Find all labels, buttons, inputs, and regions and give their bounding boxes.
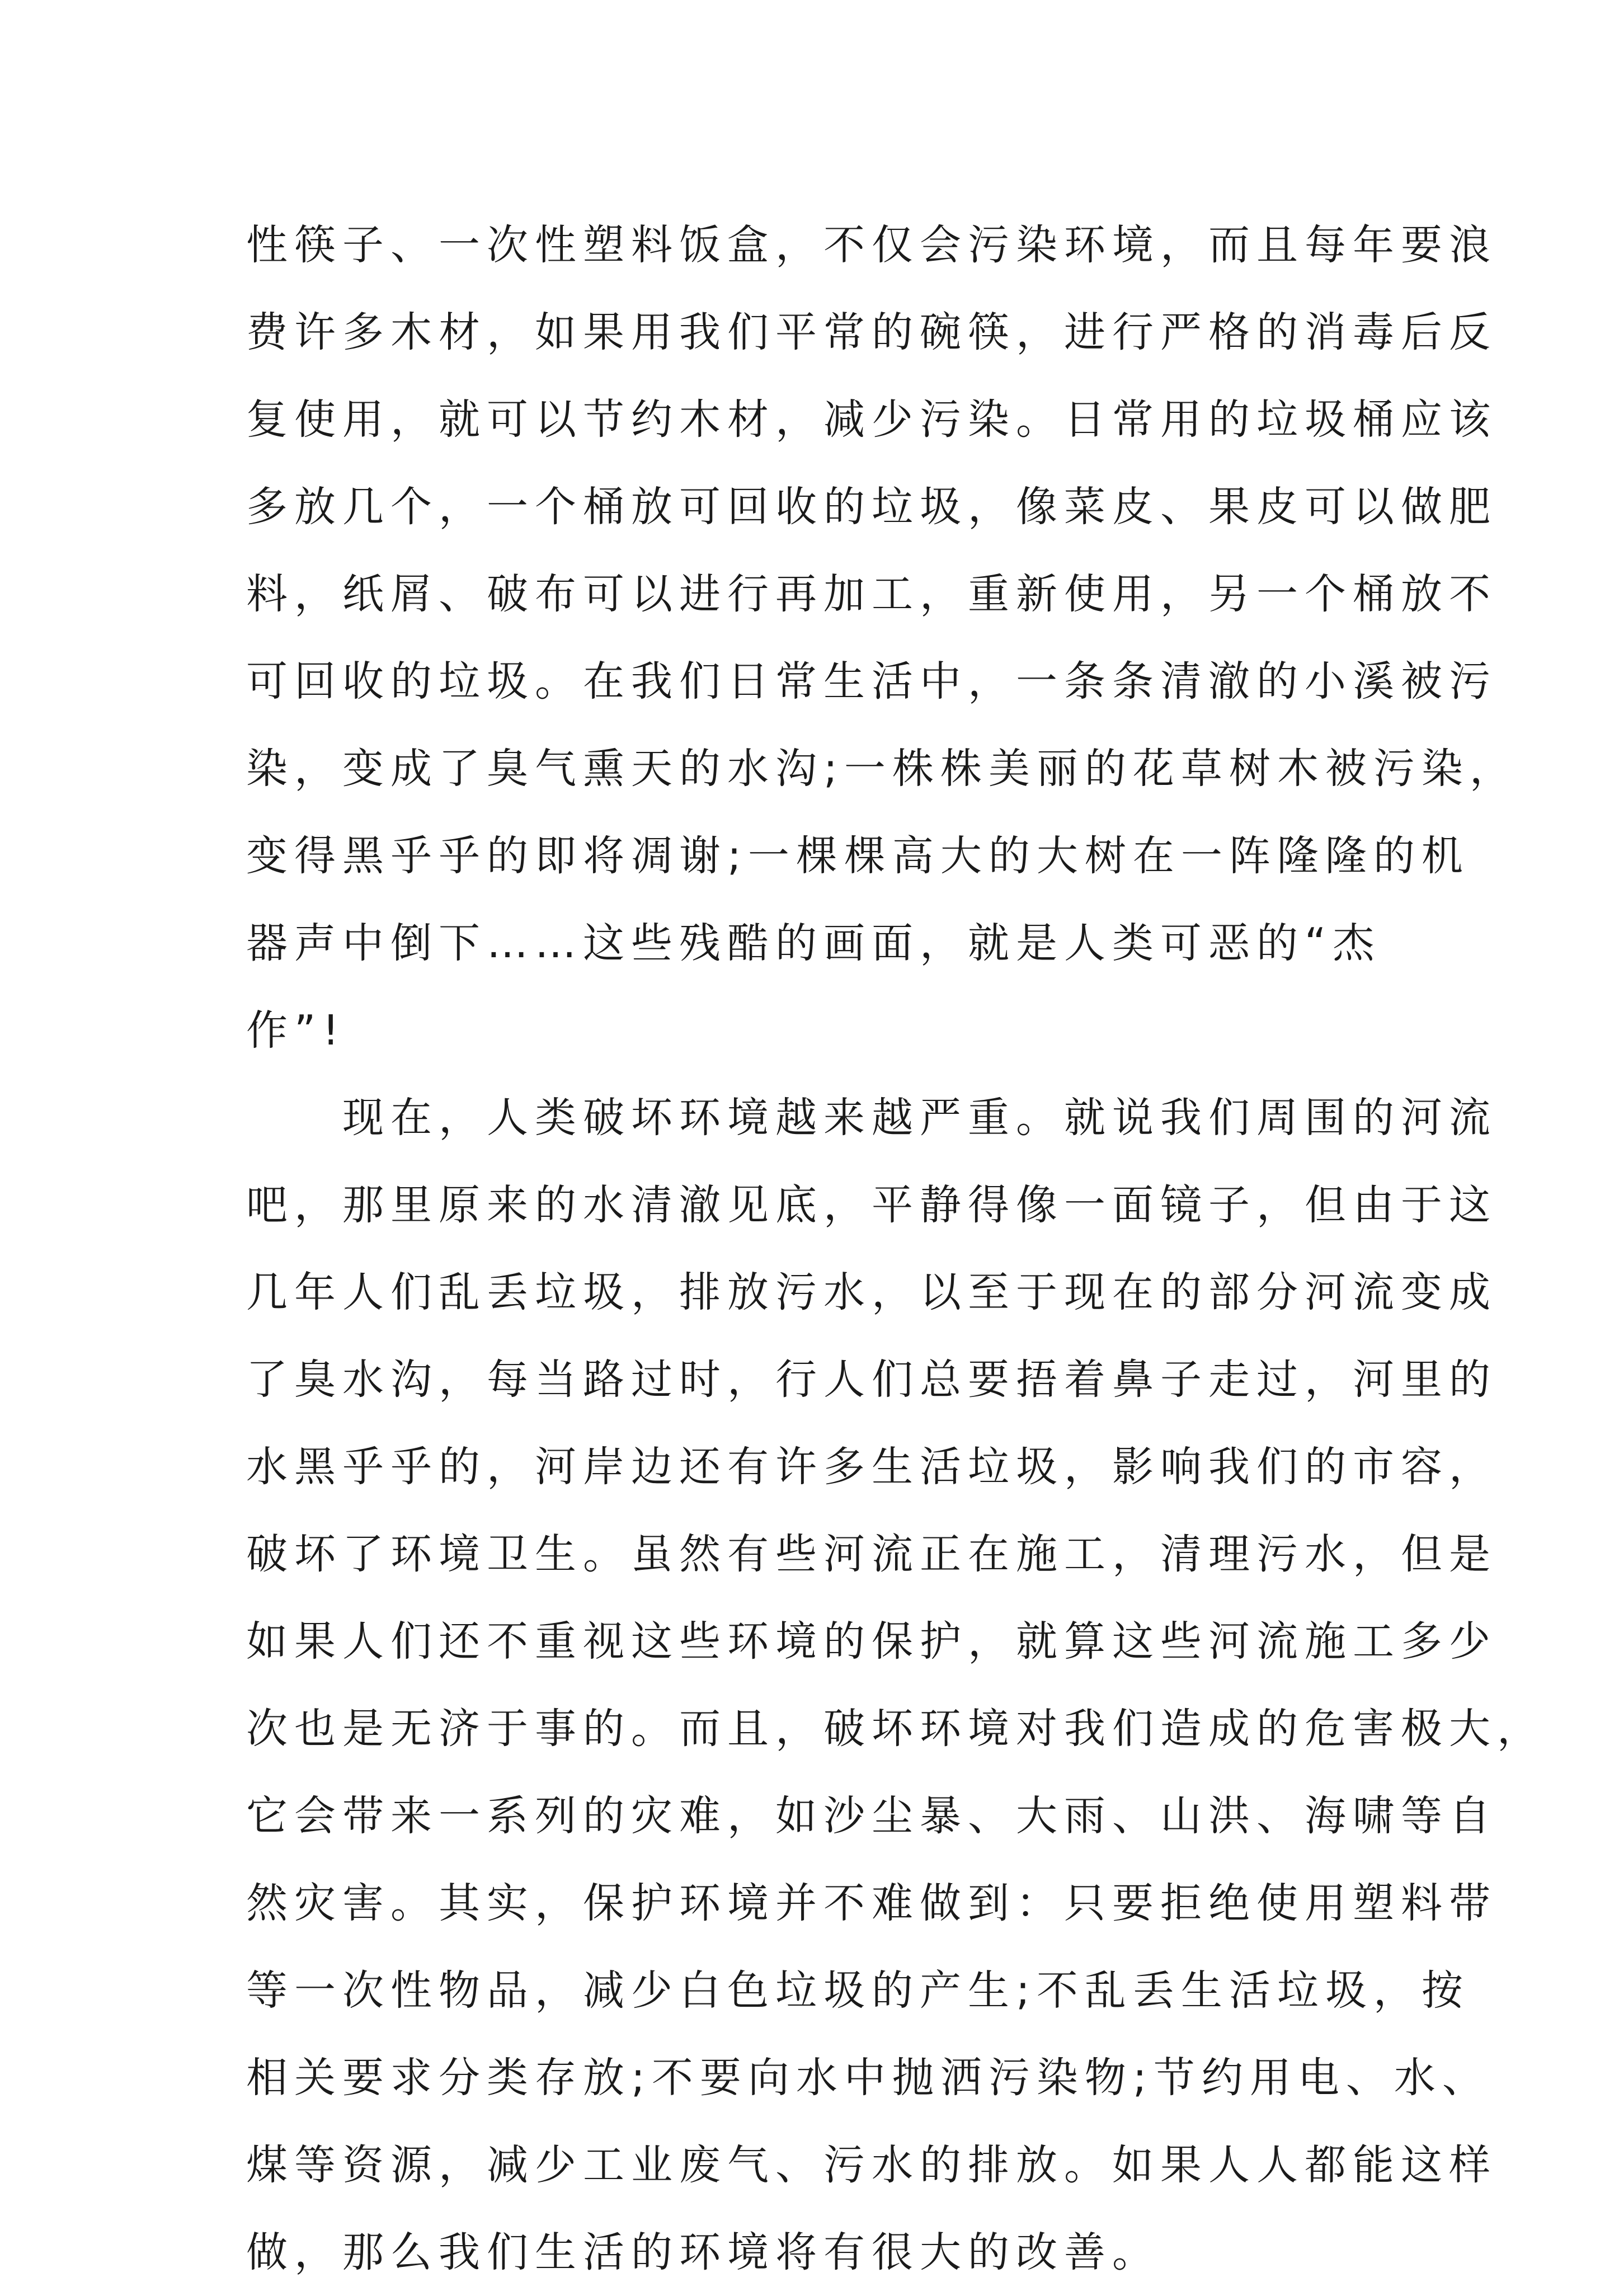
text-line: 如果人们还不重视这些环境的保护，就算这些河流施工多少 [246, 1617, 1497, 1665]
text-line: 做，那么我们生活的环境将有很大的改善。 [246, 2228, 1160, 2276]
text-line: 水黑乎乎的，河岸边还有许多生活垃圾，影响我们的市容， [246, 1443, 1497, 1491]
text-line: 相关要求分类存放;不要向水中抛洒污染物;节约用电、水、 [246, 2054, 1490, 2102]
text-line: 破坏了环境卫生。虽然有些河流正在施工，清理污水，但是 [246, 1530, 1497, 1578]
text-line: 器声中倒下……这些残酷的画面，就是人类可恶的“杰 [246, 919, 1381, 967]
text-line: 然灾害。其实，保护环境并不难做到：只要拒绝使用塑料带 [246, 1879, 1497, 1927]
text-line: 复使用，就可以节约木材，减少污染。日常用的垃圾桶应该 [246, 396, 1497, 444]
text-line: 了臭水沟，每当路过时，行人们总要捂着鼻子走过，河里的 [246, 1356, 1497, 1404]
text-line: 变得黑乎乎的即将凋谢;一棵棵高大的大树在一阵隆隆的机 [246, 832, 1470, 880]
text-line: 吧，那里原来的水清澈见底，平静得像一面镜子，但由于这 [246, 1181, 1497, 1229]
body-text [246, 201, 1545, 2296]
text-line: 它会带来一系列的灾难，如沙尘暴、大雨、山洪、海啸等自 [246, 1792, 1497, 1840]
text-line: 几年人们乱丢垃圾，排放污水，以至于现在的部分河流变成 [246, 1268, 1497, 1316]
text-line: 作”! [246, 1006, 346, 1055]
text-line: 可回收的垃圾。在我们日常生活中，一条条清澈的小溪被污 [246, 657, 1497, 705]
text-line: 煤等资源，减少工业废气、污水的排放。如果人人都能这样 [246, 2141, 1497, 2189]
text-line: 染，变成了臭气熏天的水沟;一株株美丽的花草树木被污染， [246, 745, 1518, 793]
text-line: 多放几个，一个桶放可回收的垃圾，像菜皮、果皮可以做肥 [246, 483, 1497, 531]
text-line: 费许多木材，如果用我们平常的碗筷，进行严格的消毒后反 [246, 308, 1497, 356]
text-line: 次也是无济于事的。而且，破坏环境对我们造成的危害极大， [246, 1705, 1545, 1753]
text-line: 料，纸屑、破布可以进行再加工，重新使用，另一个桶放不 [246, 570, 1497, 618]
text-line: 性筷子、一次性塑料饭盒，不仅会污染环境，而且每年要浪 [246, 221, 1497, 269]
paragraph-first-line: 现在，人类破坏环境越来越严重。就说我们周围的河流 [342, 1094, 1497, 1142]
text-line: 等一次性物品，减少白色垃圾的产生;不乱丢生活垃圾，按 [246, 1966, 1470, 2015]
